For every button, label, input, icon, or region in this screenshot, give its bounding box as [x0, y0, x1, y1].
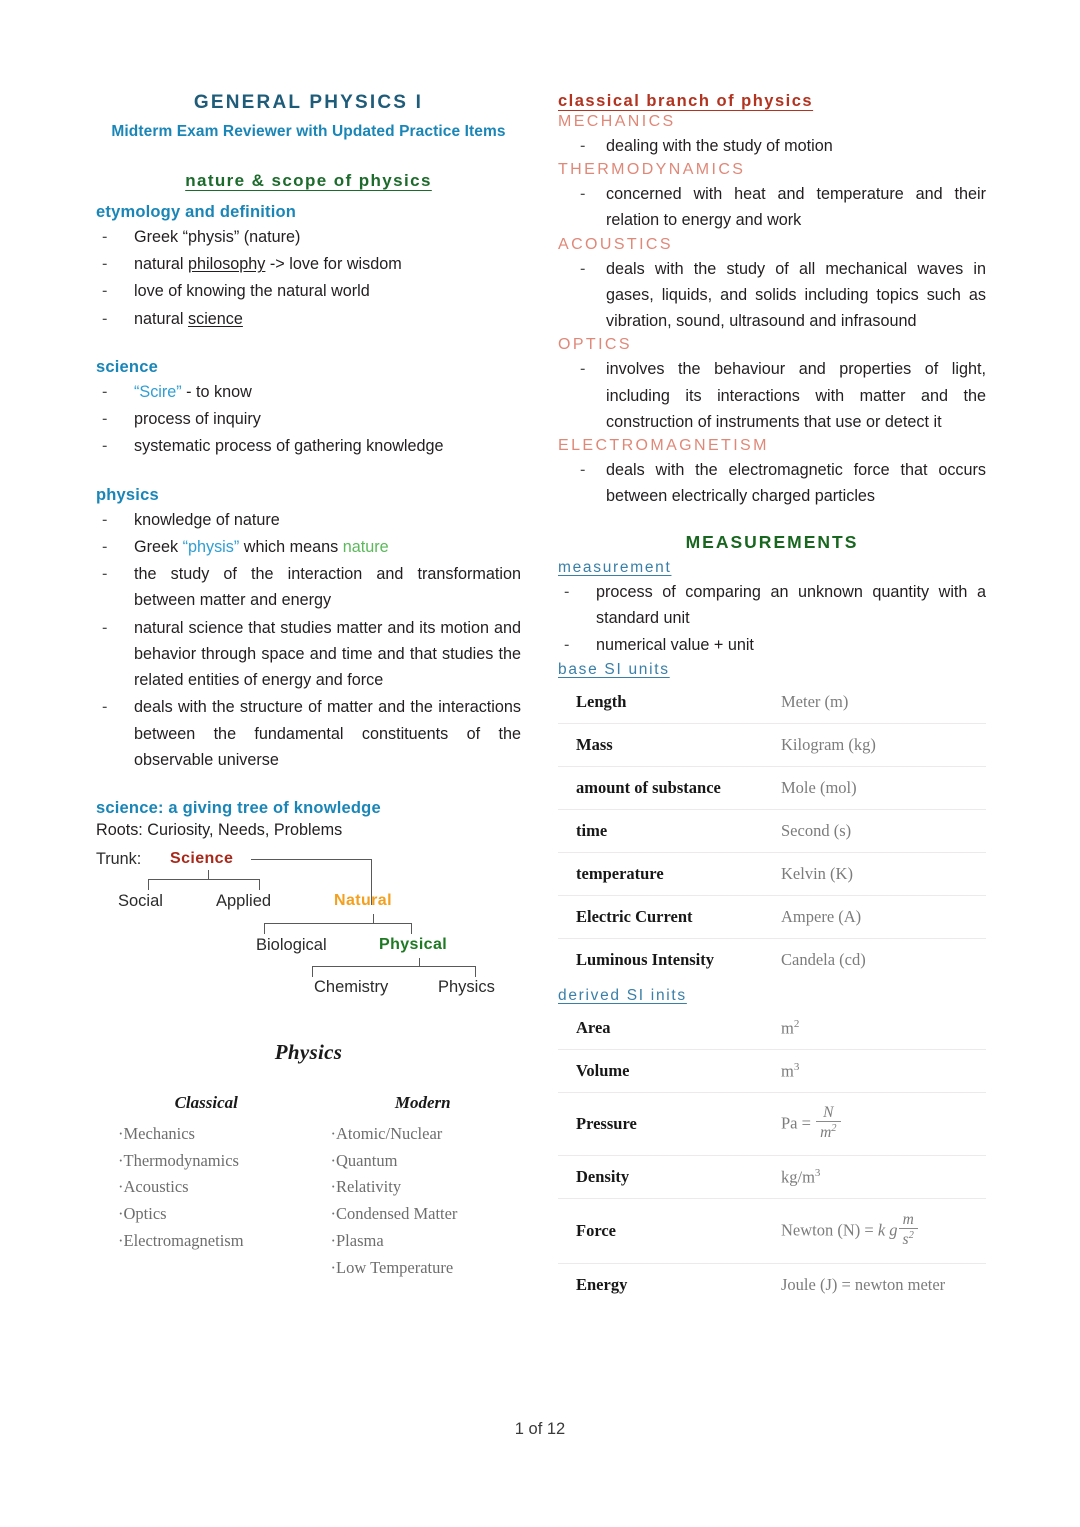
subheading-measurement: measurement	[558, 558, 672, 576]
physics-block-title: Physics	[274, 1039, 343, 1064]
classical-list	[118, 1121, 309, 1255]
branch-desc-mechanics	[558, 133, 986, 159]
table-row	[558, 1093, 986, 1156]
list-item: - “Scire” - to know	[96, 379, 521, 405]
table-row	[558, 1199, 986, 1264]
page-subtitle: Midterm Exam Reviewer with Updated Practice Items	[111, 123, 506, 140]
subheading-derived-si-units: derived SI inits	[558, 987, 687, 1005]
tree-trunk-label: Trunk:	[96, 849, 142, 868]
subheading-base-si-units: base SI units	[558, 661, 670, 679]
tree-node-physical: Physical	[379, 935, 448, 953]
branch-name-thermodynamics: THERMODYNAMICS	[558, 161, 746, 179]
page-footer: 1 of 12	[514, 1420, 566, 1438]
table-cell-quantity: Length	[576, 692, 627, 712]
classical-heading: Classical	[174, 1092, 238, 1112]
table-cell-unit: $m^3$	[781, 1061, 800, 1081]
physics-branches-block	[96, 1040, 521, 1281]
table-cell-unit: Kelvin (K)	[781, 864, 853, 884]
table-row	[558, 767, 986, 810]
table-cell-unit: $m^2$	[781, 1018, 800, 1038]
list-item: - process of comparing an unknown quantity with a standard unit	[558, 579, 986, 631]
tree-node-applied: Applied	[216, 891, 272, 910]
table-cell-quantity: Electric Current	[576, 907, 693, 927]
left-column	[96, 92, 521, 1281]
table-cell-unit: Second (s)	[781, 821, 852, 841]
table-row	[558, 1156, 986, 1199]
list-item: - deals with the electromagnetic force that occurs between electrically charged particles	[558, 457, 986, 509]
list-item: - natural science that studies matter and its motion and behavior through space and time and that studies the related entities of energy and force	[96, 615, 521, 694]
subheading-science: science	[96, 357, 158, 376]
tree-node-physics: Physics	[438, 977, 495, 996]
branch-desc-acoustics	[558, 256, 986, 335]
underlined-term: philosophy	[188, 255, 266, 274]
list-item: - love of knowing the natural world	[96, 278, 521, 304]
table-cell-unit: $kg/m^3$	[781, 1167, 821, 1187]
table-cell-quantity: amount of substance	[576, 778, 721, 798]
tree-connector	[475, 966, 476, 977]
list-item: - natural science	[96, 306, 521, 332]
section-heading-classical-branch: classical branch of physics	[558, 92, 814, 110]
list-item: ·Mechanics	[118, 1123, 195, 1143]
underlined-term: science	[188, 309, 243, 328]
tree-connector	[148, 879, 149, 890]
table-row	[558, 1007, 986, 1050]
fraction-pressure: $\frac{N}{m^2}$	[816, 1105, 840, 1142]
highlight-term: “Scire”	[134, 382, 182, 401]
table-row	[558, 810, 986, 853]
list-item: - numerical value + unit	[558, 632, 986, 658]
highlight-term: “physis”	[182, 537, 240, 556]
list-item: - involves the behaviour and properties of light, including its interactions with matter and the construction of instruments that use or detect it	[558, 356, 986, 435]
physics-list	[96, 507, 521, 773]
list-item: ·Optics	[118, 1204, 167, 1224]
table-row	[558, 1050, 986, 1093]
table-cell-unit: Pa = $\frac{N}{m^2}$	[781, 1106, 842, 1143]
list-item: ·Electromagnetism	[118, 1230, 244, 1250]
etymology-list	[96, 224, 521, 332]
table-cell-unit: Meter (m)	[781, 692, 849, 712]
table-cell-quantity: Pressure	[576, 1114, 637, 1134]
list-item: ·Plasma	[330, 1230, 384, 1250]
list-item: - dealing with the study of motion	[558, 133, 986, 159]
highlight-term: nature	[342, 537, 389, 556]
section-heading-measurements: MEASUREMENTS	[685, 531, 859, 552]
list-item: ·Quantum	[330, 1150, 398, 1170]
table-cell-quantity: Volume	[576, 1061, 630, 1081]
measurement-list	[558, 579, 986, 659]
science-list	[96, 379, 521, 460]
table-cell-quantity: Area	[576, 1018, 611, 1038]
branch-name-acoustics: ACOUSTICS	[558, 235, 673, 253]
table-cell-quantity: Density	[576, 1167, 630, 1187]
modern-heading: Modern	[394, 1092, 451, 1112]
table-cell-quantity: temperature	[576, 864, 664, 884]
table-cell-quantity: Mass	[576, 735, 613, 755]
fraction-force: $\frac{m}{s^2}$	[899, 1212, 918, 1249]
table-cell-unit: Kilogram (kg)	[781, 735, 876, 755]
subheading-etymology: etymology and definition	[96, 203, 297, 221]
table-row	[558, 681, 986, 724]
branch-name-optics: OPTICS	[558, 336, 632, 354]
tree-node-science: Science	[170, 849, 234, 867]
tree-node-social: Social	[118, 891, 163, 910]
subheading-physics: physics	[96, 485, 159, 504]
tree-connector	[411, 923, 412, 934]
tree-connector	[148, 879, 260, 880]
tree-connector	[259, 879, 260, 890]
modern-column	[309, 1093, 522, 1281]
list-item: - systematic process of gathering knowledge	[96, 433, 521, 459]
derived-si-units-table	[558, 1007, 986, 1306]
list-item: - Greek “physis” (nature)	[96, 224, 521, 250]
list-item: - deals with the structure of matter and the interactions between the fundamental constituents of the observable universe	[96, 694, 521, 773]
branch-desc-optics	[558, 356, 986, 435]
list-item: - the study of the interaction and transformation between matter and energy	[96, 561, 521, 613]
list-item: ·Acoustics	[118, 1177, 189, 1197]
list-item: - concerned with heat and temperature and their relation to energy and work	[558, 181, 986, 233]
list-item: ·Thermodynamics	[118, 1150, 239, 1170]
science-tree-diagram	[96, 848, 521, 1006]
table-row	[558, 939, 986, 981]
base-si-units-table	[558, 681, 986, 981]
table-cell-unit: Candela (cd)	[781, 950, 866, 970]
right-column	[558, 92, 986, 1306]
table-cell-quantity: Luminous Intensity	[576, 950, 715, 970]
table-cell-unit: Newton (N) = k g $\frac{m}{s^2}$	[781, 1213, 919, 1250]
tree-roots-line: Roots: Curiosity, Needs, Problems	[96, 820, 343, 839]
table-cell-unit: Mole (mol)	[781, 778, 857, 798]
tree-node-chemistry: Chemistry	[314, 977, 389, 996]
tree-node-natural: Natural	[334, 891, 392, 909]
branch-name-mechanics: MECHANICS	[558, 113, 676, 130]
table-cell-unit: Joule (J) = newton meter	[781, 1275, 946, 1295]
branch-desc-electromagnetism	[558, 457, 986, 509]
table-cell-quantity: Force	[576, 1221, 617, 1241]
list-item: ·Relativity	[330, 1177, 402, 1197]
tree-node-biological: Biological	[256, 935, 327, 954]
tree-connector	[312, 966, 313, 977]
table-cell-quantity: Energy	[576, 1275, 628, 1295]
table-row	[558, 1264, 986, 1306]
branch-name-electromagnetism: ELECTROMAGNETISM	[558, 437, 769, 455]
branch-desc-thermodynamics	[558, 181, 986, 233]
subheading-science-tree: science: a giving tree of knowledge	[96, 798, 381, 817]
list-item: - deals with the study of all mechanical waves in gases, liquids, and solids including topics such as vibration, sound, ultrasound and infrasound	[558, 256, 986, 335]
table-row	[558, 724, 986, 767]
table-cell-quantity: time	[576, 821, 608, 841]
tree-connector	[264, 923, 265, 934]
table-cell-unit: Ampere (A)	[781, 907, 862, 927]
classical-column	[96, 1093, 309, 1281]
section-heading-nature-scope: nature & scope of physics	[185, 171, 432, 190]
page-title: GENERAL PHYSICS I	[193, 92, 424, 113]
tree-connector	[264, 923, 412, 924]
tree-connector	[312, 966, 476, 967]
list-item: ·Condensed Matter	[330, 1204, 458, 1224]
list-item: - Greek “physis” which means nature	[96, 534, 521, 560]
list-item: ·Atomic/Nuclear	[330, 1123, 443, 1143]
list-item: - process of inquiry	[96, 406, 521, 432]
list-item: - knowledge of nature	[96, 507, 521, 533]
list-item: ·Low Temperature	[330, 1257, 454, 1277]
modern-list	[331, 1121, 522, 1281]
table-row	[558, 896, 986, 939]
table-row	[558, 853, 986, 896]
list-item: - natural philosophy -> love for wisdom	[96, 251, 521, 277]
tree-connector	[251, 859, 372, 860]
